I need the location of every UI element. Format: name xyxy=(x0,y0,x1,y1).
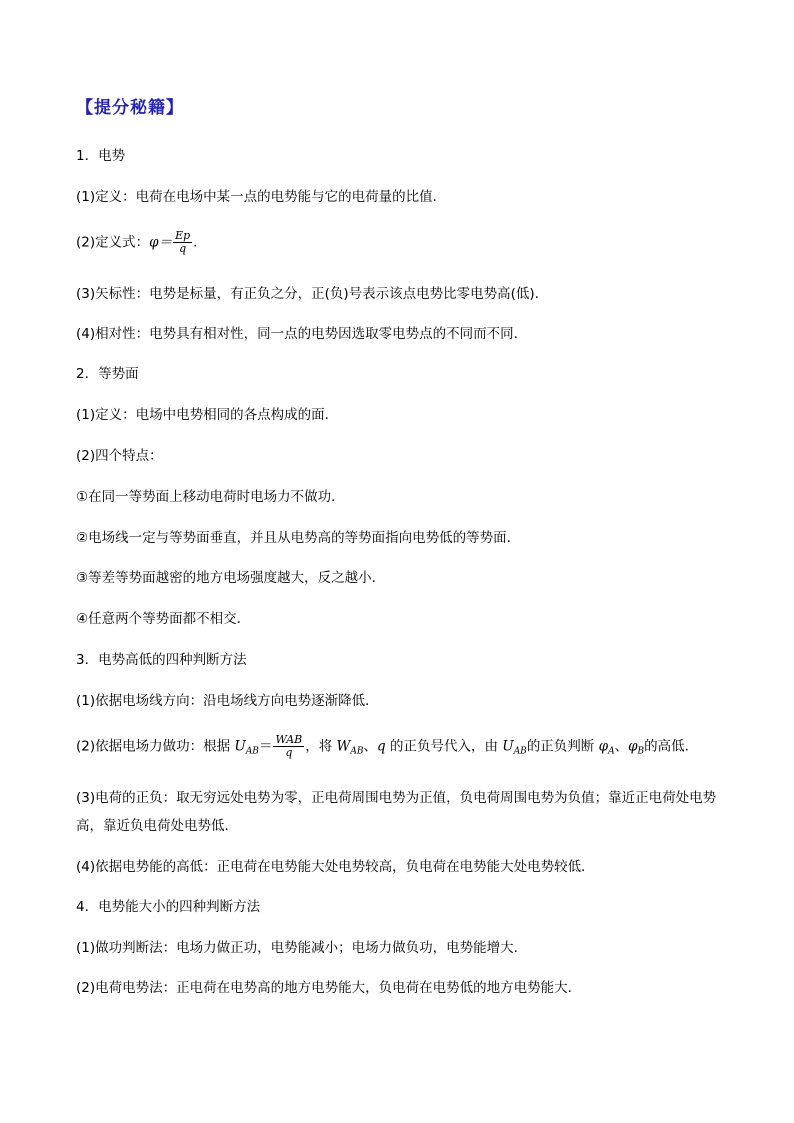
sub-b: B xyxy=(637,746,645,757)
formula-lhs: φ＝ xyxy=(149,234,173,251)
text-segment: 、 xyxy=(614,738,629,755)
formula-label: (2)定义式： xyxy=(76,234,150,251)
var-phi: φ xyxy=(628,738,638,755)
var-w: W xyxy=(336,738,351,755)
feature-3: ③等差等势面越密的地方电场强度越大，反之越小． xyxy=(76,570,386,586)
judgment-field-line: (1)依据电场线方向：沿电场线方向电势逐渐降低． xyxy=(76,693,379,709)
formula-numerator: Ep xyxy=(175,229,191,242)
heading-potential: 1．电势 xyxy=(76,148,126,164)
feature-2: ②电场线一定与等势面垂直，并且从电势高的等势面指向电势低的等势面． xyxy=(76,530,521,546)
var-phi: φ xyxy=(598,738,609,755)
judgment-charge-sign: (3)电荷的正负：取无穷远处电势为零，正电荷周围电势为正值，负电荷周围电势为负值；靠近正电荷处电势高，靠近负电荷处电势低． xyxy=(76,790,717,834)
judgment-potential-energy: (4)依据电势能的高低：正电荷在电势能大处电势较高，负电荷在电势能大处电势较低． xyxy=(76,859,595,875)
work-numerator: WAB xyxy=(275,733,303,746)
text-segment: 的高低． xyxy=(644,738,699,755)
equals-sign: ＝ xyxy=(258,738,273,755)
section-title: 【提分秘籍】 xyxy=(76,98,184,118)
heading-potential-judgment: 3．电势高低的四种判断方法 xyxy=(76,652,247,668)
equipotential-definition: (1)定义：电场中电势相同的各点构成的面． xyxy=(76,407,339,423)
heading-equipotential: 2．等势面 xyxy=(76,366,139,382)
energy-charge-method: (2)电荷电势法：正电荷在电势高的地方电势能大，负电荷在电势低的地方电势能大． xyxy=(76,980,582,996)
text-segment: 的正负判断 xyxy=(526,738,599,755)
var-u: U xyxy=(234,738,246,755)
text-segment: ，将 xyxy=(305,738,337,755)
feature-1: ①在同一等势面上移动电荷时电场力不做功． xyxy=(76,489,345,505)
judgment-work xyxy=(76,734,698,762)
equipotential-features: (2)四个特点： xyxy=(76,448,163,464)
sub-ab: AB xyxy=(513,746,527,757)
text-segment: (2)依据电场力做功：根据 xyxy=(76,738,235,755)
potential-formula xyxy=(76,230,197,255)
formula-denominator: q xyxy=(179,242,187,255)
work-denominator: q xyxy=(285,746,293,759)
work-fraction xyxy=(273,734,304,759)
sub-ab: AB xyxy=(350,746,364,757)
sub-ab: AB xyxy=(245,746,259,757)
text-segment: 的正负号代入，由 xyxy=(385,738,503,755)
text-segment: 、 xyxy=(363,738,378,755)
var-q: q xyxy=(377,738,386,755)
var-u: U xyxy=(502,738,514,755)
heading-energy-judgment: 4．电势能大小的四种判断方法 xyxy=(76,899,261,915)
potential-definition: (1)定义：电荷在电场中某一点的电势能与它的电荷量的比值． xyxy=(76,189,447,205)
formula-fraction xyxy=(173,230,192,255)
potential-scalar: (3)矢标性：电势是标量，有正负之分，正(负)号表示该点电势比零电势高(低)． xyxy=(76,286,549,302)
formula-end: . xyxy=(193,234,198,251)
potential-relativity: (4)相对性：电势具有相对性，同一点的电势因选取零电势点的不同而不同． xyxy=(76,326,528,342)
sub-a: A xyxy=(608,746,615,757)
feature-4: ④任意两个等势面都不相交． xyxy=(76,611,251,627)
energy-work-method: (1)做功判断法：电场力做正功，电势能减小；电场力做负功，电势能增大． xyxy=(76,940,528,956)
